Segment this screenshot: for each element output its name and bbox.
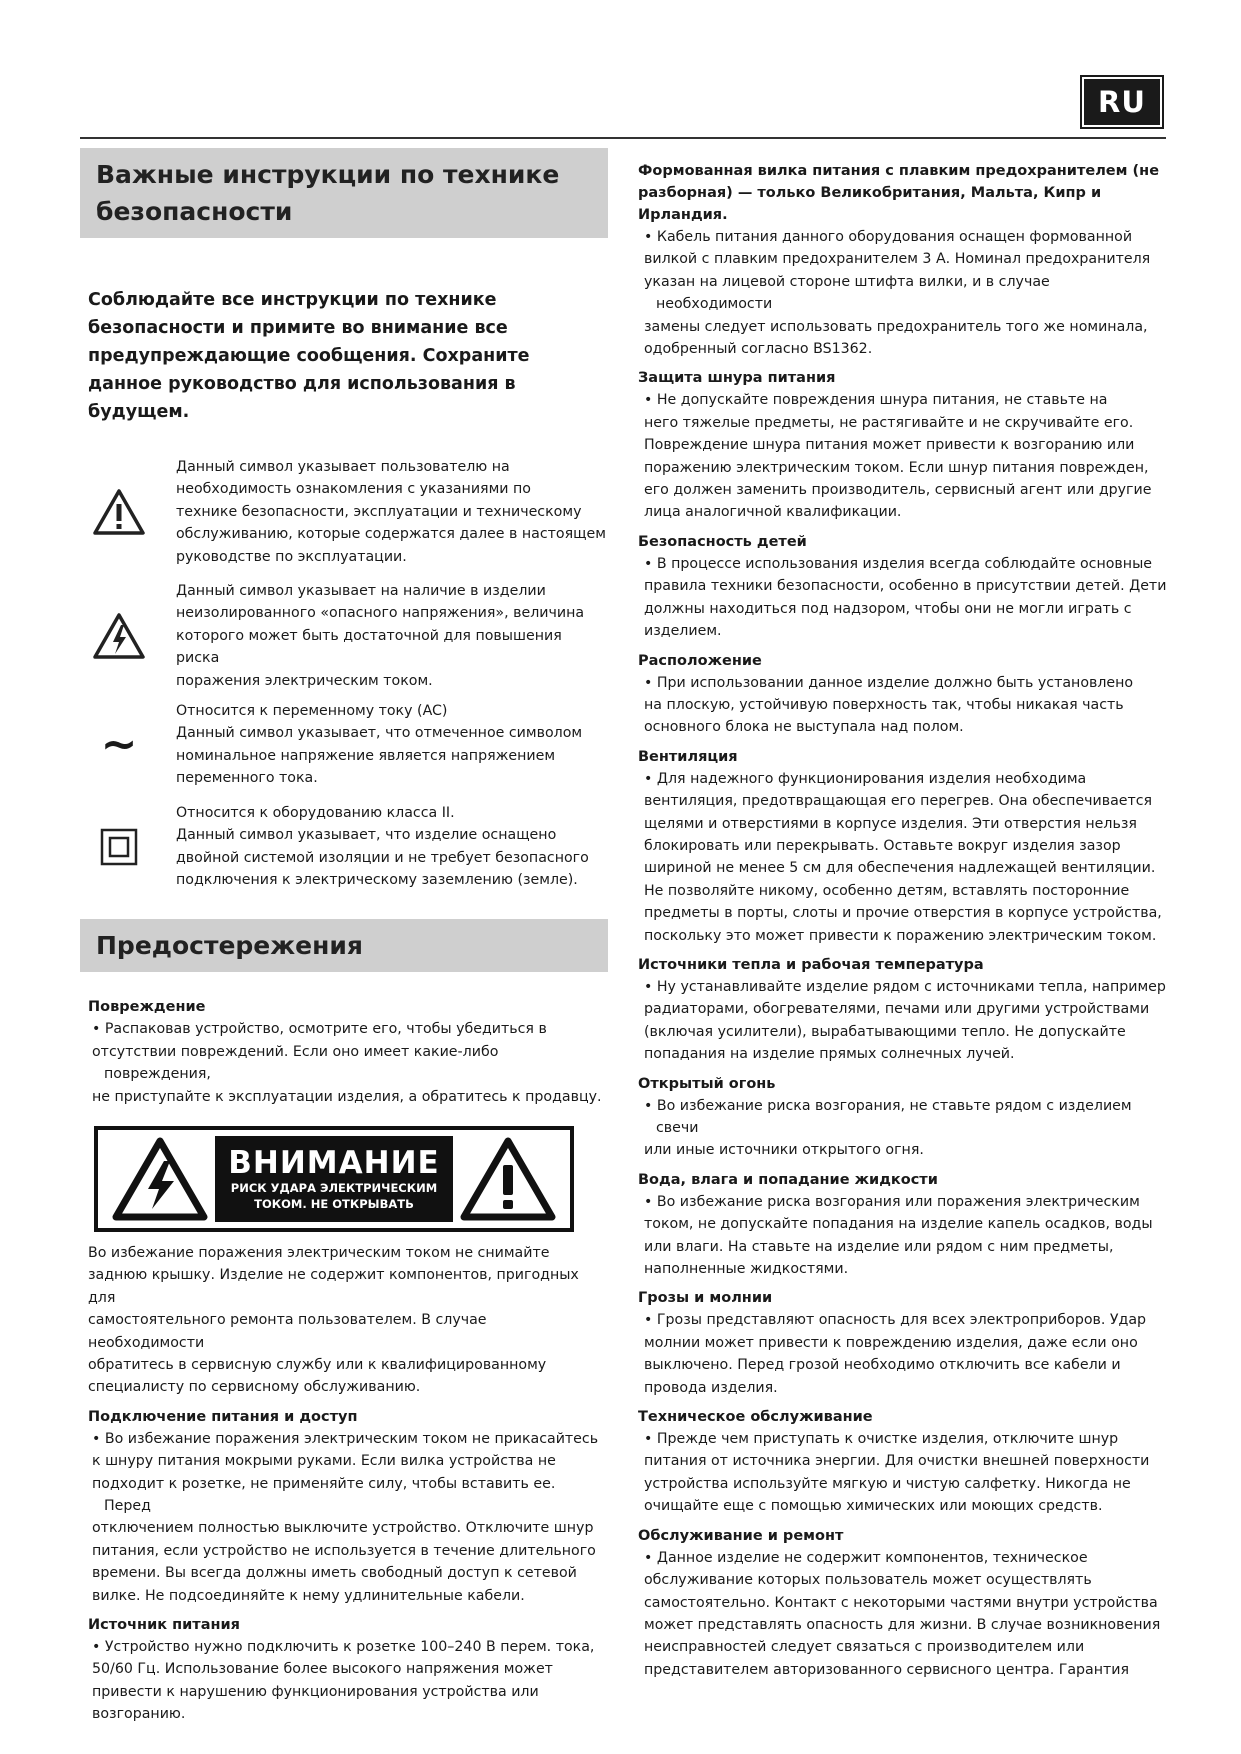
- section-title: Вентиляция: [638, 748, 738, 765]
- section-text: • Не допускайте повреждения шнура питания, не ставьте на него тяжелые предметы, не растягивайте и не скручивайте его. Повреждение шнура питания может привести к возгоранию или поражению электрическим током. Если шнур питания поврежден, его должен заменить производитель, сервисный агент или другие лица аналогичной квалификации.: [644, 392, 1152, 521]
- section-title: Техническое обслуживание: [638, 1409, 873, 1426]
- section-text: • Во избежание риска возгорания, не ставьте рядом с изделием свечи или иные источники открытого огня.: [644, 1097, 1132, 1159]
- section-text: • Во избежание риска возгорания или поражения электрическим током, не допускайте попадания на изделие капель осадков, воды или влаги. На ставьте на изделие или рядом с ним предметы, наполненные жидкостями.: [644, 1193, 1153, 1278]
- intro-text: Соблюдайте все инструкции по технике безопасности и примите во внимание все предупреждающие сообщения. Сохраните данное руководство для использования в будущем.: [88, 290, 530, 422]
- damage-title: Повреждение: [88, 999, 206, 1016]
- section-title: Источники тепла и рабочая температура: [638, 956, 984, 973]
- section-text: • Грозы представляют опасность для всех электроприборов. Удар молнии может привести к повреждению изделия, даже если оно выключено. Перед грозой необходимо отключить все кабели и провода изделия.: [644, 1312, 1147, 1396]
- precautions-heading: Предостережения: [80, 919, 608, 972]
- symbol-row: [90, 456, 608, 568]
- lightning-warning-icon: [112, 1137, 208, 1221]
- header-rule: [80, 137, 1166, 139]
- safety-heading: Важные инструкции по технике безопасности: [80, 148, 608, 238]
- section-text: • Данное изделие не содержит компонентов, техническое обслуживание которых пользователь может осуществлять самостоятельно. Контакт с некоторыми частями внутри устройства может представлять опасность для жизни. В случае возникновения неисправностей следует связаться с производителем или представителем авторизованного сервисного центра. Гарантия: [644, 1549, 1161, 1678]
- power-text: • Во избежание поражения электрическим током не прикасайтесь к шнуру питания мокрыми руками. Если вилка устройства не подходит к розетке, не применяйте силу, чтобы вставить ее. Перед отключением полностью выключите устройство. Отключите шнур питания, если устройство не используется в течение длительного времени. Вы всегда должны иметь свободный доступ к сетевой вилке. Не подсоединяйте к нему удлинительные кабели.: [92, 1430, 599, 1604]
- lightning-triangle-icon: [90, 612, 148, 660]
- right-column: [638, 160, 1168, 1681]
- section-text: • Прежде чем приступать к очистке изделия, отключите шнур питания от источника энергии. Для очистки внешней поверхности устройства используйте мягкую и чистую салфетку. Никогда не очищайте еще с помощью химических или моющих средств.: [644, 1431, 1150, 1515]
- symbol-row: [90, 802, 608, 892]
- section-text: • Для надежного функционирования изделия необходима вентиляция, предотвращающая его перегрев. Она обеспечивается щелями и отверстиями в корпусе изделия. Эти отверстия нельзя блокировать или перекрывать. Оставьте вокруг изделия зазор шириной не менее 5 см для обеспечения надлежащей вентиляции. Не позволяйте никому, особенно детям, вставлять посторонние предметы в порты, слоты и прочие отверстия в корпусе устройства, поскольку это может привести к поражению электрическим током.: [644, 770, 1162, 944]
- symbol-description: Данный символ указывает пользователю на необходимость ознакомления с указаниями по технике безопасности, эксплуатации и техническому обслуживанию, которые содержатся далее в настоящем руководстве по эксплуатации.: [176, 459, 606, 565]
- symbol-description: Относится к переменному току (AC) Данный символ указывает, что отмеченное символом номинальное напряжение является напряжением переменного тока.: [176, 703, 583, 787]
- section-text: • Ну устанавливайте изделие рядом с источниками тепла, например радиаторами, обогревателями, печами или другими устройствами (включая усилители), вырабатывающими тепло. Не допускайте попадания на изделие прямых солнечных лучей.: [644, 978, 1166, 1063]
- exclamation-warning-icon: [460, 1137, 556, 1221]
- section-title: Расположение: [638, 652, 762, 669]
- warning-label: [94, 1126, 574, 1232]
- double-square-icon: [90, 828, 148, 866]
- cover-warning-text: Во избежание поражения электрическим током не снимайте заднюю крышку. Изделие не содержит компонентов, пригодных для самостоятельного ремонта пользователем. В случае необходимости обратитесь в сервисную службу или к квалифицированному специалисту по сервисному обслуживанию.: [88, 1244, 579, 1396]
- section-title: Вода, влага и попадание жидкости: [638, 1171, 938, 1188]
- language-badge: RU: [1082, 77, 1162, 127]
- left-column: [80, 148, 608, 1726]
- section-title: Формованная вилка питания с плавким предохранителем (не разборная) — только Великобритания, Мальта, Кипр и Ирландия.: [638, 163, 1160, 223]
- symbol-description: Относится к оборудованию класса II. Данный символ указывает, что изделие оснащено двойной системой изоляции и не требует безопасного подключения к электрическому заземлению (земле).: [176, 804, 589, 888]
- source-title: Источник питания: [88, 1617, 240, 1634]
- section-title: Безопасность детей: [638, 533, 807, 550]
- power-title: Подключение питания и доступ: [88, 1408, 358, 1425]
- symbol-description: Данный символ указывает на наличие в изделии неизолированного «опасного напряжения», величина которого может быть достаточной для повышения риска поражения электрическим током.: [176, 583, 585, 689]
- warning-line: РИСК УДАРА ЭЛЕКТРИЧЕСКИМ: [230, 1180, 438, 1195]
- section-text: • При использовании данное изделие должно быть установлено на плоскую, устойчивую поверхность так, чтобы никакая часть основного блока не выступала над полом.: [644, 674, 1134, 736]
- section-title: Открытый огонь: [638, 1075, 776, 1092]
- warning-triangle-icon: [90, 488, 148, 536]
- section-text: • Кабель питания данного оборудования оснащен формованной вилкой с плавким предохранителем 3 А. Номинал предохранителя указан на лицевой стороне штифта вилки, и в случае необходимости замены следует использовать предохранитель того же номинала, одобренный согласно BS1362.: [644, 229, 1151, 358]
- warning-text-panel: [215, 1136, 453, 1222]
- source-text: • Устройство нужно подключить к розетке 100–240 В перем. тока, 50/60 Гц. Использование более высокого напряжения может привести к нарушению функционирования устройства или возгоранию.: [92, 1639, 595, 1723]
- damage-text: • Распаковав устройство, осмотрите его, чтобы убедиться в отсутствии повреждений. Если оно имеет какие-либо повреждения, не приступайте к эксплуатации изделия, а обратитесь к продавцу.: [92, 1021, 602, 1105]
- warning-line: ТОКОМ. НЕ ОТКРЫВАТЬ: [254, 1196, 414, 1211]
- symbol-row: [90, 700, 608, 790]
- section-title: Обслуживание и ремонт: [638, 1527, 844, 1544]
- warning-title: ВНИМАНИЕ: [228, 1144, 440, 1181]
- ac-tilde-icon: ~: [100, 719, 138, 771]
- section-title: Грозы и молнии: [638, 1290, 773, 1307]
- symbol-row: [90, 580, 608, 692]
- section-title: Защита шнура питания: [638, 370, 836, 387]
- section-text: • В процессе использования изделия всегда соблюдайте основные правила техники безопасности, особенно в присутствии детей. Дети должны находиться под надзором, чтобы они не могли играть с изделием.: [644, 555, 1167, 640]
